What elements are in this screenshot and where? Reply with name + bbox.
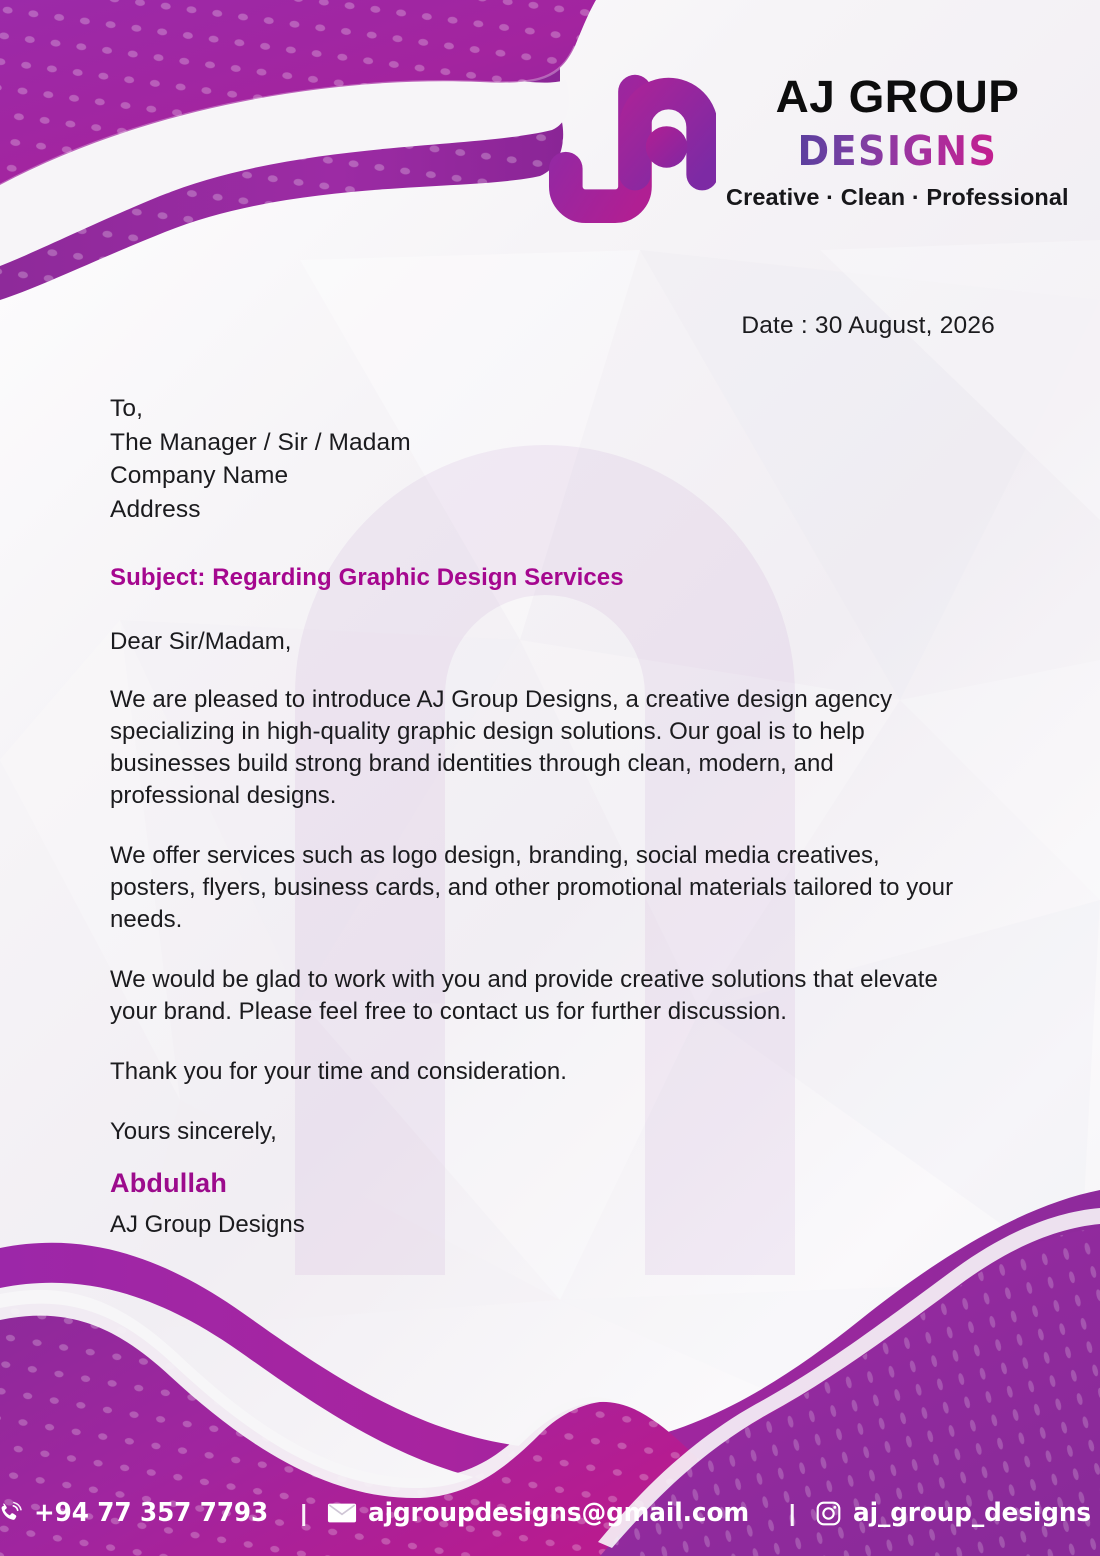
phone-number: +94 77 357 7793 [34, 1498, 269, 1528]
instagram-handle: aj_group_designs [853, 1498, 1092, 1528]
letter-date: Date : 30 August, 2026 [741, 312, 995, 339]
letter-body [110, 392, 955, 1239]
phone-call-icon [0, 1500, 23, 1527]
contact-email[interactable] [327, 1498, 769, 1528]
instagram-icon [815, 1500, 842, 1527]
email-address: ajgroupdesigns@gmail.com [367, 1498, 749, 1528]
brand-wordmark-group [726, 52, 1069, 211]
letter-paragraph-1: We are pleased to introduce AJ Group Designs, a creative design agency specializing in high-quality graphic design solutions. Our goal is to help businesses build strong brand identities through clean, modern, and professional designs. [110, 686, 893, 809]
footer-separator-1: | [300, 1499, 307, 1526]
recipient-line-company: Company Name [110, 462, 289, 489]
letter-closing: Yours sincerely, [110, 1118, 277, 1145]
brand-tagline: Creative · Clean · Professional [726, 184, 1069, 210]
contact-instagram[interactable] [815, 1498, 1100, 1528]
signer-organization: AJ Group Designs [110, 1211, 305, 1238]
letter-paragraph-2: We offer services such as logo design, branding, social media creatives, posters, flyers, business cards, and other promotional materials tailored to your needs. [110, 842, 954, 933]
letter-subject: Subject: Regarding Graphic Design Services [110, 564, 624, 591]
footer-contact-bar [0, 1470, 1100, 1556]
signer-name: Abdullah [110, 1168, 228, 1198]
aj-monogram-logo-icon [548, 58, 716, 226]
brand-name-primary: AJ GROUP [775, 71, 1020, 122]
brand-header [548, 52, 1069, 242]
envelope-icon [327, 1502, 357, 1524]
letter-paragraph-4: Thank you for your time and consideration. [110, 1058, 568, 1085]
recipient-line-address: Address [110, 495, 201, 523]
letter-paragraph-3: We would be glad to work with you and provide creative solutions that elevate your brand. Please feel free to contact us for further discussion. [110, 966, 938, 1025]
recipient-line-to: To, [110, 395, 143, 422]
footer-separator-2: | [788, 1499, 796, 1526]
contact-phone[interactable] [0, 1498, 281, 1528]
letter-salutation: Dear Sir/Madam, [110, 628, 292, 655]
recipient-line-manager: The Manager / Sir / Madam [110, 428, 411, 456]
brand-name-secondary: DESIGNS [797, 126, 998, 175]
